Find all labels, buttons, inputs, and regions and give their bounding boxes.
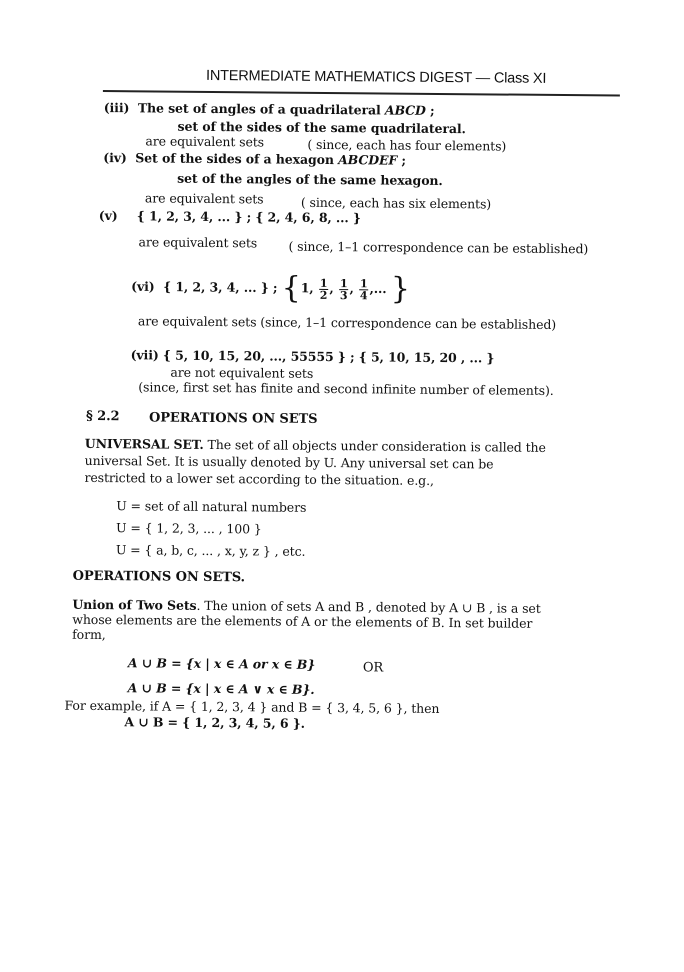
numerator: 1: [360, 276, 368, 290]
text: ;: [425, 102, 435, 118]
union-para-line3: form,: [72, 626, 106, 643]
example-vi-result: are equivalent sets (since, 1–1 correspondence can be established): [137, 313, 557, 332]
section-number: § 2.2: [85, 408, 120, 425]
universal-para-line2: universal Set. It is usually denoted by U. Any universal set can be: [84, 452, 494, 472]
example-iii-result: are equivalent sets: [145, 133, 265, 150]
example-iii-line1: [104, 100, 435, 118]
union-formula-1: A ∪ B = {x | x ∈ A or x ∈ B}: [127, 655, 316, 672]
fraction: [359, 278, 369, 301]
universal-example: U = set of all natural numbers: [116, 498, 307, 515]
set2-first: 1,: [300, 280, 314, 296]
text: Set of the sides of a hexagon: [135, 150, 339, 168]
example-label: (vii): [130, 347, 159, 363]
example-iv-line2: set of the angles of the same hexagon.: [177, 170, 443, 188]
header-dash: —: [475, 70, 491, 87]
term: Union of Two Sets: [72, 596, 197, 613]
header-rule: [103, 90, 620, 97]
var: ABCDEF: [338, 152, 398, 168]
example-v-reason: ( since, 1–1 correspondence can be established): [288, 238, 589, 257]
example-iv-result: are equivalent sets: [144, 190, 264, 207]
example-label: (iii): [103, 100, 130, 116]
text: The set of angles of a quadrilateral: [137, 100, 385, 118]
term: UNIVERSAL SET.: [84, 435, 204, 452]
example-vi-sets: (vi) { 1, 2, 3, 4, ... } ; {1, $\frac{1}{2}$ , $\frac{1}{3}$ , $\frac{1}{4}$ ,... }: [131, 270, 411, 307]
example-iii-reason: ( since, each has four elements): [307, 136, 507, 154]
text: . The union of sets A and B , denoted by A ∪ B , is a set: [196, 597, 541, 616]
example-label: (iv): [103, 150, 127, 166]
universal-para-line3: restricted to a lower set according to the situation. e.g.,: [84, 469, 434, 488]
operations-heading: OPERATIONS ON SETS.: [72, 568, 246, 586]
universal-example: U = { a, b, c, ... , x, y, z } , etc.: [115, 542, 306, 559]
example-label: (vi): [131, 278, 155, 294]
denominator: 2: [319, 288, 328, 302]
union-formula-2: A ∪ B = {x | x ∈ A ∨ x ∈ B}.: [127, 680, 315, 697]
universal-example: U = { 1, 2, 3, ... , 100 }: [116, 520, 262, 537]
header-title: INTERMEDIATE MATHEMATICS DIGEST: [205, 67, 472, 87]
denominator: 4: [359, 288, 368, 302]
left-brace: {: [281, 270, 301, 306]
union-example: For example, if A = { 1, 2, 3, 4 } and B = { 3, 4, 5, 6 }, then: [64, 697, 440, 716]
example-v-sets: { 1, 2, 3, 4, ... } ; { 2, 4, 6, 8, ... }: [136, 208, 361, 226]
fraction: [319, 277, 329, 300]
sets: { 5, 10, 15, 20, ..., 55555 } ; { 5, 10, 15, 20 , ... }: [162, 347, 495, 366]
var: ABCD: [384, 102, 426, 118]
running-header: [206, 68, 546, 87]
right-brace: }: [390, 271, 411, 307]
universal-para-line1: [85, 436, 546, 455]
denominator: 3: [339, 288, 348, 302]
set1: { 1, 2, 3, 4, ... } ;: [163, 279, 278, 296]
union-example-result: A ∪ B = { 1, 2, 3, 4, 5, 6 }.: [124, 714, 306, 731]
example-vii-reason: (since, first set has finite and second infinite number of elements).: [138, 379, 554, 398]
example-iv-reason: ( since, each has six elements): [300, 194, 492, 212]
header-class: Class XI: [493, 70, 547, 87]
numerator: 1: [319, 276, 328, 290]
fraction: [339, 278, 349, 301]
or-label: OR: [362, 660, 384, 676]
union-para-line2: whose elements are the elements of A or the elements of B. In set builder: [72, 611, 533, 631]
example-v-label: (v): [98, 207, 118, 224]
example-iv-line1: [103, 150, 406, 168]
example-v-result: are equivalent sets: [138, 234, 258, 251]
set2-end: ,...: [369, 280, 387, 297]
text: ;: [397, 152, 407, 168]
example-iii-line2: set of the sides of the same quadrilateral.: [177, 118, 466, 137]
example-vii-result: are not equivalent sets: [170, 364, 314, 381]
section-title: OPERATIONS ON SETS: [148, 410, 318, 427]
example-vii-sets: [131, 347, 495, 365]
numerator: 1: [339, 276, 348, 290]
text: The set of all objects under consideration is called the: [203, 436, 546, 455]
